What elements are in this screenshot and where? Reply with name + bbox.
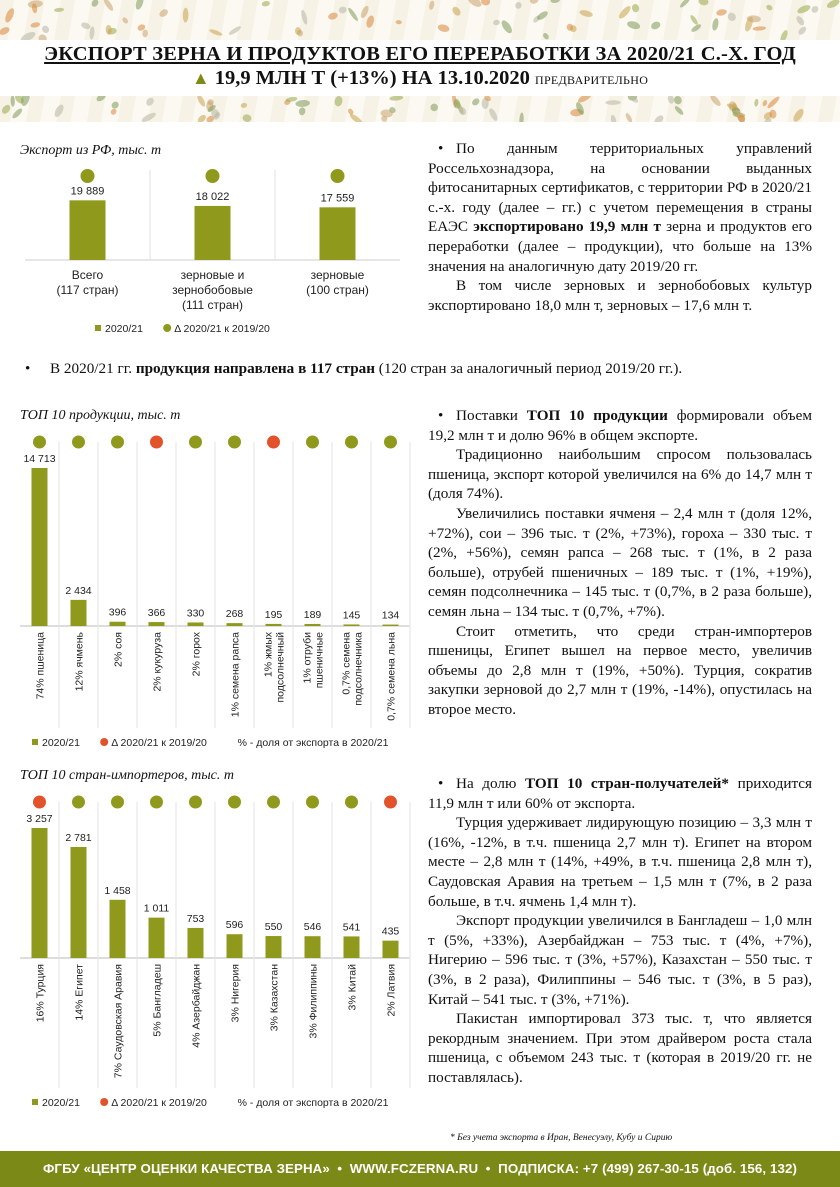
bar-value-label: 145	[342, 609, 361, 622]
category-label: 74% пшеница	[34, 632, 47, 700]
delta-marker	[72, 796, 85, 809]
category-label: 1% семена рапса	[229, 632, 242, 718]
legend-label: % - доля от экспорта в 2020/21	[237, 737, 389, 749]
bar	[320, 207, 356, 260]
bar	[110, 900, 126, 958]
category-label: 3% Казахстан	[268, 964, 281, 1032]
export-chart	[20, 160, 410, 340]
leaf-shape	[300, 9, 309, 25]
leaf-shape	[41, 24, 51, 34]
category-label: 2% горох	[190, 632, 203, 677]
category-label: (117 стран)	[56, 283, 119, 297]
products-chart-title: ТОП 10 продукции, тыс. т	[20, 408, 181, 423]
leaf-shape	[196, 96, 207, 108]
leaf-shape	[338, 6, 347, 14]
legend-swatch-current	[32, 739, 38, 745]
bar-value-label: 268	[225, 608, 244, 621]
bar-value-label: 3 257	[26, 813, 53, 825]
legend-label: Δ 2020/21 к 2019/20	[111, 1097, 207, 1109]
bar	[305, 624, 321, 626]
bar-value-label: 396	[108, 606, 127, 619]
leaf-shape	[471, 97, 481, 107]
bar-value-label: 2 434	[65, 584, 92, 597]
countries-note: • В 2020/21 гг. продукция направлена в 117 стран (120 стран за аналогичный период 2019/20 гг.).	[50, 360, 830, 378]
leaf-shape	[240, 102, 248, 108]
leaf-shape	[19, 30, 36, 40]
bar-value-label: 17 559	[320, 192, 355, 205]
leaf-shape	[396, 20, 402, 24]
leaf-shape	[500, 19, 514, 35]
delta-marker	[384, 436, 397, 449]
bar	[383, 625, 399, 626]
leaf-shape	[347, 7, 360, 22]
leaf-shape	[466, 0, 484, 9]
footer-phone: ПОДПИСКА: +7 (499) 267-30-15 (доб. 156, 132)	[498, 1161, 797, 1176]
leaf-shape	[529, 0, 539, 5]
legend-label: 2020/21	[105, 323, 143, 335]
bar-value-label: 189	[303, 608, 322, 621]
leaf-shape	[488, 107, 500, 122]
category-label: зерновые	[310, 268, 365, 282]
delta-marker	[150, 796, 163, 809]
leaf-pattern	[0, 0, 840, 40]
footnote: * Без учета экспорта в Иран, Венесуэлу, Кубу и Сирию	[450, 1133, 673, 1143]
delta-marker	[228, 796, 241, 809]
leaf-shape	[709, 96, 723, 108]
bar-value-label: 134	[381, 609, 400, 622]
bar	[227, 623, 243, 626]
bar	[383, 941, 399, 958]
category-label: 3% Нигерия	[229, 964, 242, 1023]
leaf-shape	[653, 114, 666, 122]
products-chart	[12, 428, 412, 753]
leaf-shape	[726, 11, 737, 23]
leaf-shape	[298, 107, 305, 116]
category-label: 0,7% семена льна	[385, 632, 398, 721]
leaf-pattern	[0, 96, 840, 122]
page-subtitle	[0, 67, 840, 90]
delta-marker	[306, 796, 319, 809]
leaf-shape	[765, 4, 773, 12]
category-label: 14% Египет	[73, 964, 86, 1021]
leaf-shape	[430, 103, 439, 112]
leaf-shape	[145, 96, 156, 107]
delta-marker	[111, 796, 124, 809]
footer-org: ФГБУ «ЦЕНТР ОЦЕНКИ КАЧЕСТВА ЗЕРНА»	[42, 1161, 330, 1176]
category-label: (100 стран)	[306, 283, 369, 297]
intro-text: • По данным территориальных управлений Россельхознадзора, на основании выданных фитосанитарных сертификатов, с территории РФ в 2020/21 с.-х. году (далее – гг.) с учетом перемещения в страны ЕАЭС экспортировано 19,9 млн т зерна и продуктов его переработки (далее – продукции), что больше на 13% значения на аналогичную дату 2019/20 гг. В том числе зерновых и зернобобовых культур экспортировано 18,0 млн т, зерновых – 17,6 млн т.	[428, 139, 812, 315]
bar	[266, 936, 282, 958]
leaf-shape	[493, 19, 501, 26]
delta-marker	[345, 436, 358, 449]
leaf-shape	[451, 5, 463, 17]
countries-chart-title: ТОП 10 стран-импортеров, тыс. т	[20, 768, 235, 783]
subtitle-note: ПРЕДВАРИТЕЛЬНО	[534, 73, 649, 87]
leaf-shape	[242, 113, 252, 122]
leaf-shape	[673, 96, 683, 105]
leaf-shape	[10, 96, 15, 107]
bar	[71, 600, 87, 626]
leaf-shape	[689, 14, 699, 26]
leaf-shape	[550, 0, 560, 4]
leaf-shape	[796, 3, 811, 15]
category-label: 3% Китай	[346, 964, 359, 1011]
bar-value-label: 550	[264, 921, 283, 934]
leaf-shape	[54, 7, 64, 12]
leaf-shape	[514, 1, 522, 9]
leaf-shape	[389, 96, 403, 101]
decorative-banner-bottom	[0, 96, 840, 122]
legend-swatch-delta	[100, 738, 108, 746]
category-label: 1% жмых	[262, 632, 275, 678]
legend-label: Δ 2020/21 к 2019/20	[111, 737, 207, 749]
leaf-shape	[90, 0, 99, 8]
category-label: 16% Турция	[34, 964, 47, 1023]
leaf-shape	[209, 28, 223, 37]
subtitle-main: 19,9 МЛН Т (+13%) НА 13.10.2020	[214, 67, 530, 89]
leaf-shape	[810, 5, 820, 15]
category-label: 1% отруби	[301, 632, 314, 684]
delta-marker	[331, 169, 345, 183]
leaf-shape	[698, 0, 709, 6]
leaf-shape	[295, 99, 310, 107]
delta-marker	[306, 436, 319, 449]
leaf-shape	[30, 22, 40, 29]
delta-marker	[111, 436, 124, 449]
countries-text: • На долю ТОП 10 стран-получателей* приходится 11,9 млн т или 60% от экспорта. Турция удерживает лидирующую позицию – 3,3 млн т (16%, -12%, в т.ч. пшеница 2,7 млн т). Египет на втором месте – 2,8 млн т (14%, +49%, в т.ч. пшеница 2,8 млн т), Саудовская Аравия на третьем – 1,5 млн т (7%, в 2 раза больше, в т.ч. ячмень 1,4 млн т). Экспорт продукции увеличился в Бангладеш – 1,0 млн т (5%, +33%), Азербайджан – 753 тыс. т (4%, +7%), Нигерию – 596 тыс. т (3%, +57%), Казахстан – 550 тыс. т (3%, в 2 раза), Филиппины – 546 тыс. т (3%, в 5 раз), Китай – 541 тыс. т (3%, +71%). Пакистан импортировал 373 тыс. т, что является рекордным значением. При этом драйвером роста стала пшеница, с объемом 243 тыс. т (которая в 2019/20 гг. не поставлялась).	[428, 774, 812, 1088]
bar-value-label: 330	[186, 607, 205, 620]
leaf-shape	[228, 25, 242, 37]
leaf-shape	[766, 96, 781, 110]
bar	[195, 206, 231, 260]
bar-value-label: 596	[225, 919, 244, 932]
leaf-shape	[795, 15, 806, 27]
leaf-shape	[480, 0, 491, 6]
bar	[149, 918, 165, 958]
leaf-shape	[679, 0, 691, 9]
delta-marker	[189, 796, 202, 809]
bar	[149, 622, 165, 626]
leaf-shape	[667, 96, 675, 104]
leaf-shape	[37, 33, 48, 40]
delta-marker	[345, 796, 358, 809]
delta-marker	[72, 436, 85, 449]
bar-value-label: 541	[342, 921, 361, 934]
delta-marker	[81, 169, 95, 183]
legend-swatch-current	[95, 325, 101, 331]
leaf-shape	[716, 8, 728, 16]
leaf-shape	[102, 0, 115, 12]
leaf-shape	[542, 32, 550, 40]
leaf-shape	[754, 99, 759, 107]
category-label: 4% Азербайджан	[190, 964, 203, 1048]
countries-chart	[12, 788, 412, 1118]
leaf-shape	[617, 4, 632, 20]
leaf-shape	[437, 23, 450, 33]
leaf-shape	[334, 96, 344, 107]
legend-swatch-delta	[100, 1098, 108, 1106]
delta-marker	[189, 436, 202, 449]
bar	[266, 624, 282, 626]
leaf-shape	[53, 103, 66, 118]
leaf-shape	[110, 108, 118, 116]
leaf-shape	[779, 29, 789, 40]
leaf-shape	[261, 0, 270, 7]
legend-swatch-delta	[163, 324, 171, 332]
bar-value-label: 435	[381, 925, 400, 938]
leaf-shape	[95, 96, 107, 103]
delta-marker	[150, 436, 163, 449]
export-chart-title: Экспорт из РФ, тыс. т	[20, 143, 162, 158]
delta-marker	[33, 436, 46, 449]
bar-value-label: 366	[147, 607, 166, 620]
leaf-shape	[158, 8, 169, 19]
delta-marker	[267, 796, 280, 809]
bar	[32, 828, 48, 958]
leaf-shape	[359, 5, 370, 19]
delta-marker	[33, 796, 46, 809]
category-label: подсолнечный	[274, 632, 287, 703]
category-label: 2% кукуруза	[151, 632, 164, 692]
decorative-banner-top	[0, 0, 840, 40]
bar-value-label: 18 022	[195, 190, 230, 203]
category-label: 2% соя	[112, 632, 125, 667]
leaf-shape	[626, 20, 641, 31]
bar-value-label: 2 781	[65, 831, 92, 844]
leaf-shape	[121, 16, 129, 24]
bar-value-label: 1 458	[104, 884, 131, 897]
delta-marker	[267, 436, 280, 449]
leaf-shape	[519, 112, 524, 122]
category-label: подсолнечника	[352, 632, 365, 706]
bar-value-label: 14 713	[23, 453, 56, 465]
leaf-shape	[110, 100, 120, 110]
leaf-shape	[673, 105, 684, 116]
leaf-shape	[631, 3, 640, 13]
bar	[70, 200, 106, 260]
legend-label: Δ 2020/21 к 2019/20	[174, 323, 270, 335]
category-label: 0,7% семена	[340, 632, 353, 695]
category-label: 12% ячмень	[73, 632, 86, 692]
bar-value-label: 19 889	[70, 185, 105, 198]
bar	[188, 622, 204, 626]
legend-label: 2020/21	[42, 1097, 80, 1109]
footer: ФГБУ «ЦЕНТР ОЦЕНКИ КАЧЕСТВА ЗЕРНА» • WWW.FCZERNA.RU • ПОДПИСКА: +7 (499) 267-30-15 (доб. 156, 132)	[0, 1151, 840, 1187]
leaf-shape	[142, 29, 148, 37]
leaf-shape	[0, 25, 11, 36]
leaf-shape	[624, 112, 633, 122]
leaf-shape	[605, 100, 621, 105]
legend-swatch-current	[32, 1099, 38, 1105]
leaf-shape	[579, 9, 594, 18]
leaf-shape	[11, 107, 24, 120]
leaf-shape	[791, 107, 805, 122]
bar-value-label: 546	[303, 921, 322, 934]
delta-marker	[384, 796, 397, 809]
leaf-shape	[196, 113, 207, 122]
leaf-shape	[140, 111, 157, 122]
leaf-shape	[711, 18, 719, 31]
bar	[110, 622, 126, 626]
category-label: зерновые и	[180, 268, 245, 282]
footer-site[interactable]: WWW.FCZERNA.RU	[349, 1161, 479, 1176]
bar	[71, 847, 87, 958]
leaf-shape	[0, 103, 12, 115]
bar-value-label: 1 011	[143, 902, 170, 915]
leaf-shape	[80, 21, 91, 30]
delta-marker	[228, 436, 241, 449]
category-label: 7% Саудовская Аравия	[112, 964, 125, 1079]
leaf-shape	[826, 0, 840, 10]
bar	[32, 468, 48, 626]
legend-label: % - доля от экспорта в 2020/21	[237, 1097, 389, 1109]
leaf-shape	[183, 8, 189, 23]
leaf-shape	[428, 0, 435, 10]
category-label: пшеничные	[313, 632, 326, 689]
bar	[344, 936, 360, 958]
category-label: (111 стран)	[181, 298, 244, 312]
bar-value-label: 195	[264, 608, 283, 621]
leaf-shape	[610, 114, 618, 122]
bar-value-label: 753	[186, 912, 205, 925]
delta-marker	[206, 169, 220, 183]
category-label: 3% Филиппины	[307, 964, 320, 1039]
leaf-shape	[797, 25, 808, 36]
products-text: • Поставки ТОП 10 продукции формировали объем 19,2 млн т и долю 96% в общем экспорте. Традиционно наибольшим спросом пользовалась пшеница, экспорт которой увеличился на 6% до 14,7 млн т (доля 74%). Увеличились поставки ячменя – 2,4 млн т (доля 12%, +72%), сои – 396 тыс. т (2%, +73%), гороха – 330 тыс. т (2%, +56%), семян рапса – 268 тыс. т (1%, в 2 раза больше), отрубей пшеничных – 189 тыс. т (1%, +19%), семян подсолнечника – 145 тыс. т (0,7%, в 2 раза больше), семян льна – 134 тыс. т (0,7%, +7%). Стоит отметить, что среди стран-импортеров пшеницы, Египет вышел на первое место, увеличив объемы до 2,8 млн т (19%, +50%). Турция, сократив закупки зерновой до 2,7 млн т (19%, -14%), опустилась на второе место.	[428, 406, 812, 720]
page-title: ЭКСПОРТ ЗЕРНА И ПРОДУКТОВ ЕГО ПЕРЕРАБОТКИ ЗА 2020/21 С.-Х. ГОД	[44, 43, 796, 65]
leaf-shape	[327, 11, 338, 20]
bar	[188, 928, 204, 958]
category-label: зернобобовые	[172, 283, 253, 297]
category-label: 2% Латвия	[385, 964, 398, 1017]
leaf-shape	[752, 26, 766, 31]
bar	[227, 934, 243, 958]
category-label: 5% Бангладеш	[151, 964, 164, 1037]
leaf-shape	[3, 7, 16, 24]
bar	[305, 936, 321, 958]
leaf-shape	[762, 99, 768, 106]
leaf-shape	[650, 20, 662, 31]
up-triangle-icon: ▲	[191, 68, 210, 88]
leaf-shape	[134, 0, 145, 11]
leaf-shape	[365, 15, 375, 29]
legend-label: 2020/21	[42, 737, 80, 749]
category-label: Всего	[71, 268, 104, 282]
bar	[344, 624, 360, 626]
